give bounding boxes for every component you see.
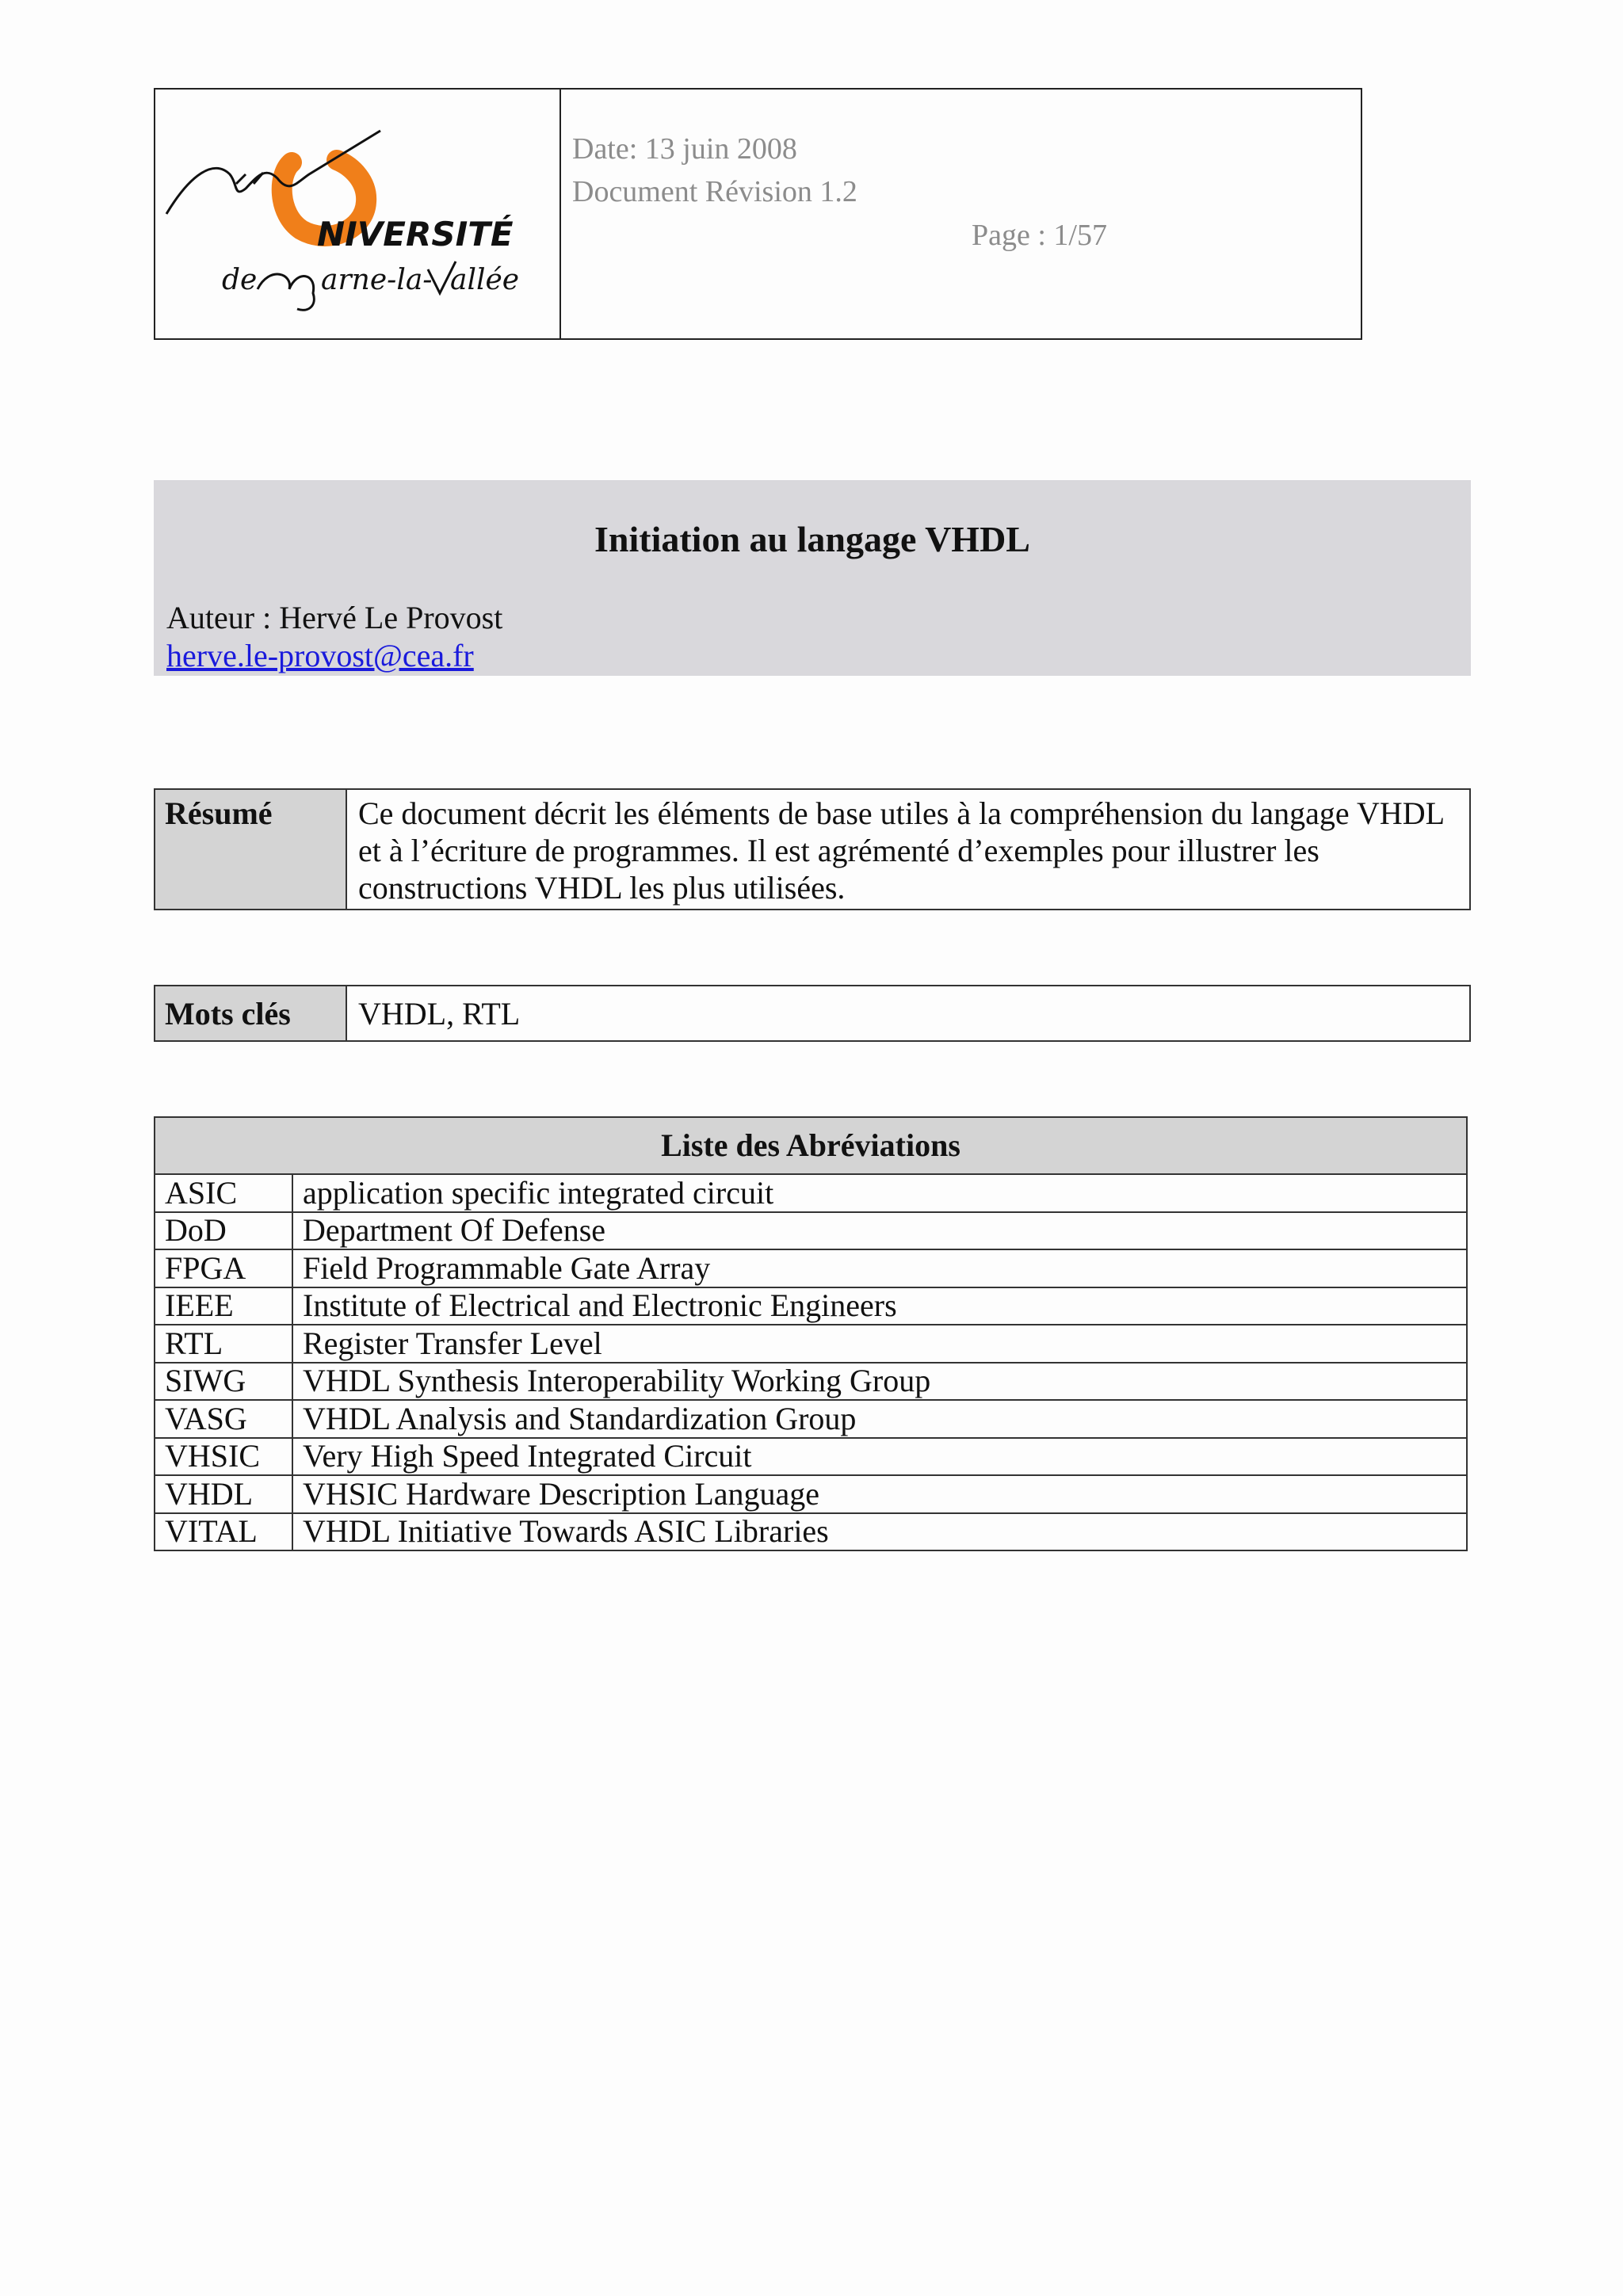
summary-label: Résumé (165, 795, 273, 831)
abbreviation-code: FPGA (155, 1249, 292, 1287)
summary-text: Ce document décrit les éléments de base utiles à la compréhension du langage VHDL et à l’écriture de programmes. Il est agrémenté d’exemples pour illustrer les constructions VHDL les plus utilisées. (358, 795, 1444, 906)
abbreviation-definition: Institute of Electrical and Electronic Engineers (292, 1287, 1467, 1325)
svg-text:NIVERSITÉ: NIVERSITÉ (317, 215, 514, 254)
abbreviations-heading: Liste des Abréviations (155, 1117, 1467, 1174)
table-row (155, 1513, 1467, 1551)
abbreviation-definition: VHDL Analysis and Standardization Group (292, 1400, 1467, 1438)
abbreviation-code: VITAL (155, 1513, 292, 1551)
svg-text:de: de (222, 264, 258, 296)
keywords-box (154, 985, 1471, 1042)
abbreviation-code: VASG (155, 1400, 292, 1438)
svg-text:allée: allée (450, 264, 520, 296)
keywords-label: Mots clés (165, 996, 291, 1032)
table-row (155, 1363, 1467, 1401)
abbreviation-code: ASIC (155, 1174, 292, 1212)
abbreviation-code: VHDL (155, 1475, 292, 1513)
abbreviation-definition: application specific integrated circuit (292, 1174, 1467, 1212)
table-row (155, 1249, 1467, 1287)
abbreviation-definition: Register Transfer Level (292, 1325, 1467, 1363)
abbreviations-header-row (155, 1117, 1467, 1174)
table-row (155, 1174, 1467, 1212)
document-revision: Document Révision 1.2 (572, 175, 857, 208)
abbreviation-code: RTL (155, 1325, 292, 1363)
abbreviation-definition: VHDL Initiative Towards ASIC Libraries (292, 1513, 1467, 1551)
abbreviation-code: SIWG (155, 1363, 292, 1401)
abbreviation-definition: Very High Speed Integrated Circuit (292, 1438, 1467, 1476)
page-number: Page : 1/57 (972, 219, 1107, 252)
abbreviations-body (155, 1174, 1467, 1550)
author: Auteur : Hervé Le Provost (166, 600, 503, 635)
keywords-text: VHDL, RTL (358, 996, 521, 1032)
table-row (155, 1212, 1467, 1250)
svg-text:arne-la-: arne-la- (321, 264, 433, 296)
table-row (155, 1287, 1467, 1325)
abbreviations-table (154, 1116, 1468, 1551)
document-title: Initiation au langage VHDL (594, 519, 1030, 559)
abbreviation-definition: VHDL Synthesis Interoperability Working Group (292, 1363, 1467, 1401)
abbreviation-definition: VHSIC Hardware Description Language (292, 1475, 1467, 1513)
table-row (155, 1325, 1467, 1363)
abbreviation-definition: Department Of Defense (292, 1212, 1467, 1250)
document-date: Date: 13 juin 2008 (572, 132, 797, 166)
table-row (155, 1400, 1467, 1438)
table-row (155, 1475, 1467, 1513)
table-row (155, 1438, 1467, 1476)
abbreviation-code: IEEE (155, 1287, 292, 1325)
abbreviation-code: VHSIC (155, 1438, 292, 1476)
abbreviation-code: DoD (155, 1212, 292, 1250)
university-logo (158, 127, 531, 317)
author-email-link[interactable]: herve.le-provost@cea.fr (166, 638, 474, 673)
header-divider (559, 88, 561, 340)
abbreviation-definition: Field Programmable Gate Array (292, 1249, 1467, 1287)
